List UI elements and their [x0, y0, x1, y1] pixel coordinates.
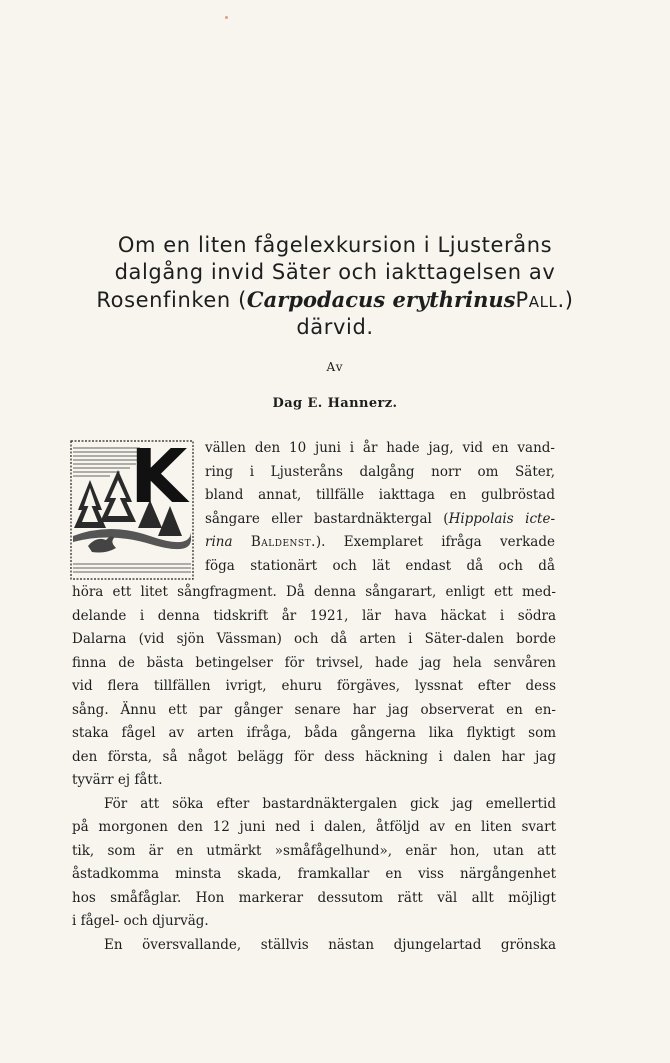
text-line: åstadkomma minsta skada, framkallar en viss närgångenhet [72, 866, 556, 882]
text-line: finna de bästa betingelser för trivsel, hade jag hela senvåren [72, 654, 556, 671]
paragraph-1-intro [205, 437, 555, 578]
author-byline: Dag E. Hannerz. [272, 396, 398, 411]
text-line: hos småfåglar. Hon markerar dessutom rätt väl allt möjligt [72, 889, 556, 906]
article-title [40, 232, 630, 341]
text-line: delande i denna tidskrift år 1921, lär hava häckat i södra [72, 607, 556, 624]
text-line: den första, så något belägg för dess häckning i dalen har jag [72, 748, 556, 765]
text-line: på morgonen den 12 juni ned i dalen, åtföljd av en liten svart [72, 819, 556, 835]
text-line: sång. Ännu ett par gånger senare har jag observerat en en- [72, 701, 556, 718]
text-line: Dalarna (vid sjön Vässman) och då arten i Säter-dalen borde [72, 631, 556, 647]
text-line: För att söka efter bastardnäktergalen gick jag emellertid [104, 795, 556, 812]
title-line-2: dalgång invid Säter och iakttagelsen av [114, 260, 556, 284]
text-line: i fågel- och djurväg. [72, 913, 209, 929]
text-line: föga stationärt och lät endast då och då [205, 557, 555, 574]
species-name: rina [205, 534, 233, 550]
title-line-3-prefix: Rosenfinken ( [96, 288, 247, 312]
taxon-author: Pall. [515, 288, 565, 312]
title-line-4: därvid. [296, 315, 374, 339]
scientific-name: Carpodacus erythrinus [246, 287, 516, 312]
drop-cap-letter: K [130, 440, 188, 520]
text-line: tik, som är en utmärkt »småfågelhund», enär hon, utan att [72, 842, 556, 859]
text-line: sångare eller bastardnäktergal (Hippolais icte- [205, 510, 556, 527]
text-line: staka fågel av arten ifråga, båda gångerna lika flyktigt som [72, 725, 556, 741]
text-line: bland annat, tillfälle iakttaga en gulbröstad [205, 487, 555, 503]
text-line: ring i Ljusteråns dalgång norr om Säter, [205, 463, 555, 480]
text-line: vällen den 10 juni i år hade jag, vid en vand- [205, 440, 555, 456]
text-line: höra ett litet sångfragment. Då denna sångarart, enligt ett med- [72, 584, 556, 600]
article-body [72, 581, 556, 957]
text-line: tyvärr ej fått. [72, 772, 163, 788]
text-line: rina Baldenst.). Exemplaret ifråga verkade [205, 534, 555, 550]
initial-illustration [70, 440, 194, 580]
by-label: Av [326, 360, 344, 374]
decorated-initial [70, 440, 194, 580]
text-line: vid flera tillfällen ivrigt, ehuru förgäves, lyssnat efter dess [72, 678, 556, 694]
taxon-author: Baldenst. [250, 534, 316, 550]
ink-speck [225, 16, 228, 19]
species-name: Hippolais icte- [448, 510, 556, 527]
title-line-1: Om en liten fågelexkursion i Ljusteråns [117, 233, 553, 257]
text-line: En översvallande, ställvis nästan djungelartad grönska [104, 936, 556, 953]
title-line-3-suffix: ) [564, 288, 574, 312]
